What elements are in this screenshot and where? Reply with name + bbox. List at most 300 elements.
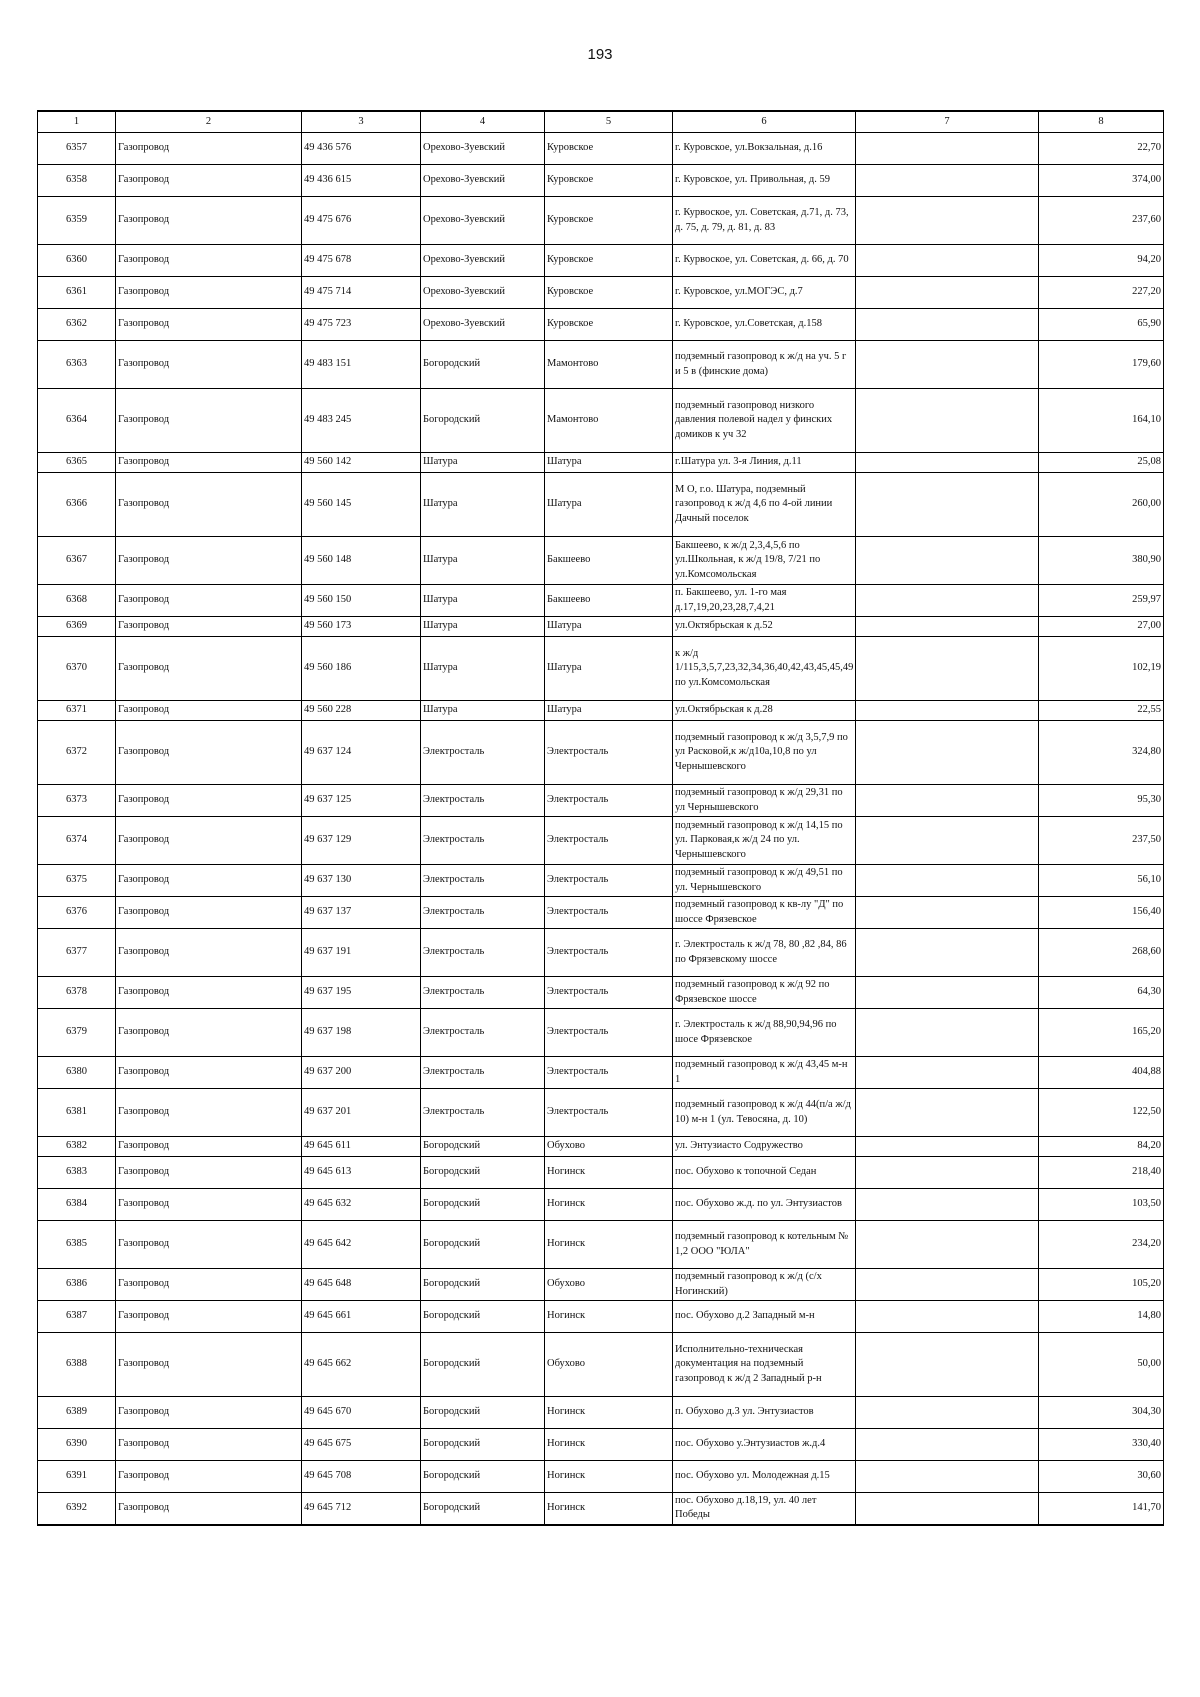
cell-number: 6375 bbox=[38, 865, 116, 897]
cell-number: 6361 bbox=[38, 277, 116, 309]
cell-code: 49 637 124 bbox=[302, 721, 421, 785]
cell-address: подземный газопровод низкого давления полевой надел у финских домиков к уч 32 bbox=[673, 389, 856, 453]
cell-district: Орехово-Зуевский bbox=[421, 245, 545, 277]
table-row bbox=[38, 453, 1164, 473]
cell-column-7 bbox=[856, 309, 1039, 341]
cell-object-name: Газопровод bbox=[116, 977, 302, 1009]
cell-district: Богородский bbox=[421, 389, 545, 453]
cell-number: 6359 bbox=[38, 197, 116, 245]
page-number: 193 bbox=[587, 46, 613, 63]
cell-code: 49 483 151 bbox=[302, 341, 421, 389]
cell-code: 49 645 708 bbox=[302, 1461, 421, 1493]
cell-locality: Шатура bbox=[545, 473, 673, 537]
cell-district: Электросталь bbox=[421, 785, 545, 817]
table-row bbox=[38, 897, 1164, 929]
cell-locality: Мамонтово bbox=[545, 341, 673, 389]
column-header-7: 7 bbox=[856, 111, 1039, 133]
cell-number: 6378 bbox=[38, 977, 116, 1009]
cell-value: 64,30 bbox=[1039, 977, 1164, 1009]
cell-district: Электросталь bbox=[421, 865, 545, 897]
cell-locality: Куровское bbox=[545, 165, 673, 197]
cell-address: подземный газопровод к ж/д 49,51 по ул. Чернышевского bbox=[673, 865, 856, 897]
cell-object-name: Газопровод bbox=[116, 1301, 302, 1333]
cell-address: п. Обухово д.3 ул. Энтузиастов bbox=[673, 1397, 856, 1429]
cell-address: подземный газопровод к котельным № 1,2 ООО "ЮЛА" bbox=[673, 1221, 856, 1269]
cell-value: 105,20 bbox=[1039, 1269, 1164, 1301]
cell-code: 49 436 576 bbox=[302, 133, 421, 165]
cell-column-7 bbox=[856, 1057, 1039, 1089]
cell-object-name: Газопровод bbox=[116, 453, 302, 473]
cell-value: 234,20 bbox=[1039, 1221, 1164, 1269]
cell-value: 227,20 bbox=[1039, 277, 1164, 309]
cell-locality: Ногинск bbox=[545, 1397, 673, 1429]
cell-object-name: Газопровод bbox=[116, 165, 302, 197]
cell-code: 49 637 125 bbox=[302, 785, 421, 817]
cell-number: 6386 bbox=[38, 1269, 116, 1301]
cell-number: 6357 bbox=[38, 133, 116, 165]
cell-code: 49 645 611 bbox=[302, 1137, 421, 1157]
cell-number: 6367 bbox=[38, 537, 116, 585]
cell-column-7 bbox=[856, 1221, 1039, 1269]
cell-column-7 bbox=[856, 721, 1039, 785]
cell-district: Шатура bbox=[421, 701, 545, 721]
cell-number: 6384 bbox=[38, 1189, 116, 1221]
cell-value: 259,97 bbox=[1039, 585, 1164, 617]
table-row bbox=[38, 1301, 1164, 1333]
cell-column-7 bbox=[856, 1397, 1039, 1429]
cell-value: 22,55 bbox=[1039, 701, 1164, 721]
cell-number: 6373 bbox=[38, 785, 116, 817]
cell-code: 49 637 200 bbox=[302, 1057, 421, 1089]
cell-code: 49 560 186 bbox=[302, 637, 421, 701]
table-row bbox=[38, 585, 1164, 617]
cell-code: 49 645 661 bbox=[302, 1301, 421, 1333]
cell-district: Электросталь bbox=[421, 721, 545, 785]
cell-code: 49 637 201 bbox=[302, 1089, 421, 1137]
cell-address: ул. Энтузиасто Содружество bbox=[673, 1137, 856, 1157]
cell-value: 330,40 bbox=[1039, 1429, 1164, 1461]
cell-value: 304,30 bbox=[1039, 1397, 1164, 1429]
cell-locality: Бакшеево bbox=[545, 537, 673, 585]
cell-value: 237,60 bbox=[1039, 197, 1164, 245]
cell-locality: Электросталь bbox=[545, 817, 673, 865]
cell-number: 6391 bbox=[38, 1461, 116, 1493]
cell-address: г. Куровское, ул.Советская, д.158 bbox=[673, 309, 856, 341]
cell-district: Богородский bbox=[421, 1189, 545, 1221]
cell-address: пос. Обухово д.18,19, ул. 40 лет Победы bbox=[673, 1493, 856, 1525]
table-row bbox=[38, 309, 1164, 341]
cell-column-7 bbox=[856, 165, 1039, 197]
table-row bbox=[38, 785, 1164, 817]
cell-value: 50,00 bbox=[1039, 1333, 1164, 1397]
cell-district: Богородский bbox=[421, 1493, 545, 1525]
cell-district: Шатура bbox=[421, 537, 545, 585]
cell-address: подземный газопровод к ж/д 43,45 м-н 1 bbox=[673, 1057, 856, 1089]
cell-value: 374,00 bbox=[1039, 165, 1164, 197]
cell-locality: Мамонтово bbox=[545, 389, 673, 453]
cell-district: Электросталь bbox=[421, 897, 545, 929]
cell-code: 49 483 245 bbox=[302, 389, 421, 453]
cell-code: 49 645 642 bbox=[302, 1221, 421, 1269]
table-row bbox=[38, 245, 1164, 277]
cell-column-7 bbox=[856, 701, 1039, 721]
cell-address: г. Курвоское, ул. Советская, д. 66, д. 70 bbox=[673, 245, 856, 277]
cell-code: 49 560 228 bbox=[302, 701, 421, 721]
cell-address: пос. Обухово к топочной Седан bbox=[673, 1157, 856, 1189]
cell-column-7 bbox=[856, 1429, 1039, 1461]
cell-column-7 bbox=[856, 637, 1039, 701]
cell-column-7 bbox=[856, 785, 1039, 817]
cell-address: пос. Обухово ж.д. по ул. Энтузиастов bbox=[673, 1189, 856, 1221]
cell-locality: Обухово bbox=[545, 1269, 673, 1301]
cell-value: 56,10 bbox=[1039, 865, 1164, 897]
table-row bbox=[38, 1137, 1164, 1157]
cell-column-7 bbox=[856, 197, 1039, 245]
cell-code: 49 637 191 bbox=[302, 929, 421, 977]
cell-district: Богородский bbox=[421, 1137, 545, 1157]
cell-locality: Шатура bbox=[545, 701, 673, 721]
cell-value: 103,50 bbox=[1039, 1189, 1164, 1221]
cell-value: 156,40 bbox=[1039, 897, 1164, 929]
cell-locality: Шатура bbox=[545, 453, 673, 473]
table-row bbox=[38, 165, 1164, 197]
cell-column-7 bbox=[856, 1301, 1039, 1333]
cell-locality: Ногинск bbox=[545, 1221, 673, 1269]
cell-locality: Обухово bbox=[545, 1137, 673, 1157]
cell-locality: Шатура bbox=[545, 637, 673, 701]
table-row bbox=[38, 1157, 1164, 1189]
cell-value: 141,70 bbox=[1039, 1493, 1164, 1525]
cell-address: Бакшеево, к ж/д 2,3,4,5,6 по ул.Школьная, к ж/д 19/8, 7/21 по ул.Комсомольская bbox=[673, 537, 856, 585]
cell-district: Богородский bbox=[421, 1157, 545, 1189]
cell-locality: Электросталь bbox=[545, 929, 673, 977]
cell-code: 49 637 130 bbox=[302, 865, 421, 897]
cell-number: 6364 bbox=[38, 389, 116, 453]
cell-value: 324,80 bbox=[1039, 721, 1164, 785]
cell-column-7 bbox=[856, 817, 1039, 865]
cell-value: 380,90 bbox=[1039, 537, 1164, 585]
cell-column-7 bbox=[856, 1333, 1039, 1397]
cell-object-name: Газопровод bbox=[116, 721, 302, 785]
cell-code: 49 475 678 bbox=[302, 245, 421, 277]
cell-locality: Электросталь bbox=[545, 1089, 673, 1137]
cell-object-name: Газопровод bbox=[116, 1221, 302, 1269]
cell-number: 6371 bbox=[38, 701, 116, 721]
cell-address: подземный газопровод к ж/д 92 по Фрязевское шоссе bbox=[673, 977, 856, 1009]
cell-locality: Куровское bbox=[545, 245, 673, 277]
cell-address: Исполнительно-техническая документация на подземный газопровод к ж/д 2 Западный р-н bbox=[673, 1333, 856, 1397]
table-row bbox=[38, 1429, 1164, 1461]
cell-locality: Ногинск bbox=[545, 1301, 673, 1333]
cell-district: Богородский bbox=[421, 1269, 545, 1301]
cell-number: 6369 bbox=[38, 617, 116, 637]
cell-object-name: Газопровод bbox=[116, 865, 302, 897]
cell-address: г. Электросталь к ж/д 88,90,94,96 по шосе Фрязевское bbox=[673, 1009, 856, 1057]
cell-column-7 bbox=[856, 341, 1039, 389]
cell-value: 22,70 bbox=[1039, 133, 1164, 165]
cell-value: 84,20 bbox=[1039, 1137, 1164, 1157]
table-row bbox=[38, 817, 1164, 865]
cell-locality: Ногинск bbox=[545, 1189, 673, 1221]
cell-column-7 bbox=[856, 277, 1039, 309]
cell-code: 49 560 150 bbox=[302, 585, 421, 617]
cell-number: 6374 bbox=[38, 817, 116, 865]
cell-object-name: Газопровод bbox=[116, 389, 302, 453]
cell-code: 49 645 662 bbox=[302, 1333, 421, 1397]
cell-column-7 bbox=[856, 929, 1039, 977]
cell-address: г. Куровское, ул.Вокзальная, д.16 bbox=[673, 133, 856, 165]
cell-district: Богородский bbox=[421, 341, 545, 389]
cell-column-7 bbox=[856, 897, 1039, 929]
cell-locality: Электросталь bbox=[545, 1009, 673, 1057]
cell-number: 6366 bbox=[38, 473, 116, 537]
cell-locality: Ногинск bbox=[545, 1493, 673, 1525]
cell-locality: Ногинск bbox=[545, 1461, 673, 1493]
table-row bbox=[38, 389, 1164, 453]
cell-object-name: Газопровод bbox=[116, 785, 302, 817]
cell-column-7 bbox=[856, 585, 1039, 617]
cell-code: 49 645 712 bbox=[302, 1493, 421, 1525]
cell-object-name: Газопровод bbox=[116, 537, 302, 585]
cell-column-7 bbox=[856, 1157, 1039, 1189]
cell-number: 6389 bbox=[38, 1397, 116, 1429]
cell-locality: Куровское bbox=[545, 197, 673, 245]
cell-number: 6376 bbox=[38, 897, 116, 929]
cell-object-name: Газопровод bbox=[116, 637, 302, 701]
cell-code: 49 645 648 bbox=[302, 1269, 421, 1301]
table-row bbox=[38, 537, 1164, 585]
cell-locality: Электросталь bbox=[545, 721, 673, 785]
cell-district: Электросталь bbox=[421, 1057, 545, 1089]
cell-district: Шатура bbox=[421, 453, 545, 473]
cell-locality: Куровское bbox=[545, 309, 673, 341]
cell-locality: Куровское bbox=[545, 133, 673, 165]
cell-object-name: Газопровод bbox=[116, 1493, 302, 1525]
cell-number: 6362 bbox=[38, 309, 116, 341]
cell-number: 6370 bbox=[38, 637, 116, 701]
cell-number: 6388 bbox=[38, 1333, 116, 1397]
cell-column-7 bbox=[856, 1493, 1039, 1525]
cell-locality: Электросталь bbox=[545, 865, 673, 897]
table-row bbox=[38, 929, 1164, 977]
cell-code: 49 560 148 bbox=[302, 537, 421, 585]
cell-value: 95,30 bbox=[1039, 785, 1164, 817]
cell-object-name: Газопровод bbox=[116, 1333, 302, 1397]
cell-code: 49 637 198 bbox=[302, 1009, 421, 1057]
cell-value: 27,00 bbox=[1039, 617, 1164, 637]
cell-locality: Куровское bbox=[545, 277, 673, 309]
cell-object-name: Газопровод bbox=[116, 1157, 302, 1189]
cell-address: М О, г.о. Шатура, подземный газопровод к ж/д 4,6 по 4-ой линии Дачный поселок bbox=[673, 473, 856, 537]
cell-locality: Ногинск bbox=[545, 1429, 673, 1461]
cell-code: 49 645 675 bbox=[302, 1429, 421, 1461]
table-header-row bbox=[38, 111, 1164, 133]
cell-code: 49 475 714 bbox=[302, 277, 421, 309]
cell-object-name: Газопровод bbox=[116, 197, 302, 245]
cell-address: пос. Обухово у.Энтузиастов ж.д.4 bbox=[673, 1429, 856, 1461]
table-row bbox=[38, 1397, 1164, 1429]
cell-locality: Обухово bbox=[545, 1333, 673, 1397]
cell-object-name: Газопровод bbox=[116, 1461, 302, 1493]
cell-number: 6390 bbox=[38, 1429, 116, 1461]
cell-district: Орехово-Зуевский bbox=[421, 133, 545, 165]
cell-object-name: Газопровод bbox=[116, 1269, 302, 1301]
cell-district: Электросталь bbox=[421, 929, 545, 977]
cell-code: 49 560 142 bbox=[302, 453, 421, 473]
cell-number: 6363 bbox=[38, 341, 116, 389]
cell-address: подземный газопровод к ж/д 29,31 по ул Чернышевского bbox=[673, 785, 856, 817]
cell-code: 49 645 613 bbox=[302, 1157, 421, 1189]
cell-code: 49 560 145 bbox=[302, 473, 421, 537]
cell-district: Орехово-Зуевский bbox=[421, 165, 545, 197]
cell-locality: Электросталь bbox=[545, 897, 673, 929]
cell-district: Шатура bbox=[421, 585, 545, 617]
cell-value: 218,40 bbox=[1039, 1157, 1164, 1189]
cell-locality: Электросталь bbox=[545, 1057, 673, 1089]
table-row bbox=[38, 721, 1164, 785]
cell-number: 6365 bbox=[38, 453, 116, 473]
cell-district: Орехово-Зуевский bbox=[421, 197, 545, 245]
cell-number: 6385 bbox=[38, 1221, 116, 1269]
cell-locality: Шатура bbox=[545, 617, 673, 637]
cell-address: пос. Обухово ул. Молодежная д.15 bbox=[673, 1461, 856, 1493]
cell-object-name: Газопровод bbox=[116, 701, 302, 721]
cell-column-7 bbox=[856, 1461, 1039, 1493]
table-row bbox=[38, 1333, 1164, 1397]
cell-column-7 bbox=[856, 1009, 1039, 1057]
table-row bbox=[38, 133, 1164, 165]
cell-value: 102,19 bbox=[1039, 637, 1164, 701]
cell-column-7 bbox=[856, 133, 1039, 165]
table-row bbox=[38, 865, 1164, 897]
cell-address: подземный газопровод к ж/д 14,15 по ул. Парковая,к ж/д 24 по ул. Чернышевского bbox=[673, 817, 856, 865]
cell-address: к ж/д 1/115,3,5,7,23,32,34,36,40,42,43,45,45,49 по ул.Комсомольская bbox=[673, 637, 856, 701]
cell-code: 49 475 676 bbox=[302, 197, 421, 245]
cell-district: Шатура bbox=[421, 617, 545, 637]
table-row bbox=[38, 197, 1164, 245]
cell-column-7 bbox=[856, 389, 1039, 453]
cell-value: 268,60 bbox=[1039, 929, 1164, 977]
column-header-4: 4 bbox=[421, 111, 545, 133]
cell-object-name: Газопровод bbox=[116, 817, 302, 865]
cell-value: 14,80 bbox=[1039, 1301, 1164, 1333]
table-row bbox=[38, 277, 1164, 309]
cell-address: г. Курвоское, ул. Советская, д.71, д. 73, д. 75, д. 79, д. 81, д. 83 bbox=[673, 197, 856, 245]
cell-column-7 bbox=[856, 473, 1039, 537]
cell-district: Шатура bbox=[421, 637, 545, 701]
cell-address: подземный газопровод к ж/д на уч. 5 г и 5 в (финские дома) bbox=[673, 341, 856, 389]
cell-code: 49 475 723 bbox=[302, 309, 421, 341]
cell-value: 179,60 bbox=[1039, 341, 1164, 389]
cell-address: подземный газопровод к ж/д 3,5,7,9 по ул Расковой,к ж/д10а,10,8 по ул Чернышевского bbox=[673, 721, 856, 785]
cell-code: 49 645 670 bbox=[302, 1397, 421, 1429]
cell-column-7 bbox=[856, 865, 1039, 897]
cell-object-name: Газопровод bbox=[116, 1137, 302, 1157]
cell-column-7 bbox=[856, 453, 1039, 473]
table-row bbox=[38, 1189, 1164, 1221]
cell-address: ул.Октябрьская к д.52 bbox=[673, 617, 856, 637]
column-header-3: 3 bbox=[302, 111, 421, 133]
table-row bbox=[38, 977, 1164, 1009]
table-row bbox=[38, 1269, 1164, 1301]
cell-address: подземный газопровод к кв-лу "Д" по шоссе Фрязевское bbox=[673, 897, 856, 929]
cell-value: 25,08 bbox=[1039, 453, 1164, 473]
cell-locality: Бакшеево bbox=[545, 585, 673, 617]
table-body bbox=[38, 133, 1164, 1525]
cell-address: ул.Октябрьская к д.28 bbox=[673, 701, 856, 721]
cell-address: подземный газопровод к ж/д 44(п/а ж/д 10) м-н 1 (ул. Тевосяна, д. 10) bbox=[673, 1089, 856, 1137]
table-row bbox=[38, 1009, 1164, 1057]
cell-district: Богородский bbox=[421, 1429, 545, 1461]
table-row bbox=[38, 637, 1164, 701]
cell-column-7 bbox=[856, 977, 1039, 1009]
table-row bbox=[38, 1221, 1164, 1269]
cell-number: 6382 bbox=[38, 1137, 116, 1157]
cell-value: 260,00 bbox=[1039, 473, 1164, 537]
cell-address: г.Шатура ул. 3-я Линия, д.11 bbox=[673, 453, 856, 473]
table-row bbox=[38, 1493, 1164, 1525]
cell-code: 49 560 173 bbox=[302, 617, 421, 637]
cell-number: 6368 bbox=[38, 585, 116, 617]
cell-value: 404,88 bbox=[1039, 1057, 1164, 1089]
table-row bbox=[38, 473, 1164, 537]
cell-district: Богородский bbox=[421, 1221, 545, 1269]
cell-address: подземный газопровод к ж/д (с/х Ногинский) bbox=[673, 1269, 856, 1301]
cell-column-7 bbox=[856, 245, 1039, 277]
cell-value: 165,20 bbox=[1039, 1009, 1164, 1057]
cell-object-name: Газопровод bbox=[116, 473, 302, 537]
table-row bbox=[38, 701, 1164, 721]
column-header-2: 2 bbox=[116, 111, 302, 133]
cell-object-name: Газопровод bbox=[116, 1397, 302, 1429]
cell-address: пос. Обухово д.2 Западный м-н bbox=[673, 1301, 856, 1333]
cell-number: 6372 bbox=[38, 721, 116, 785]
cell-district: Электросталь bbox=[421, 817, 545, 865]
cell-locality: Ногинск bbox=[545, 1157, 673, 1189]
cell-district: Богородский bbox=[421, 1301, 545, 1333]
cell-district: Богородский bbox=[421, 1397, 545, 1429]
cell-value: 237,50 bbox=[1039, 817, 1164, 865]
cell-number: 6381 bbox=[38, 1089, 116, 1137]
cell-code: 49 637 129 bbox=[302, 817, 421, 865]
table-row bbox=[38, 617, 1164, 637]
table-row bbox=[38, 341, 1164, 389]
cell-object-name: Газопровод bbox=[116, 341, 302, 389]
cell-column-7 bbox=[856, 1189, 1039, 1221]
cell-number: 6360 bbox=[38, 245, 116, 277]
cell-column-7 bbox=[856, 617, 1039, 637]
cell-value: 30,60 bbox=[1039, 1461, 1164, 1493]
cell-locality: Электросталь bbox=[545, 785, 673, 817]
cell-address: г. Электросталь к ж/д 78, 80 ,82 ,84, 86 по Фрязевскому шоссе bbox=[673, 929, 856, 977]
cell-locality: Электросталь bbox=[545, 977, 673, 1009]
cell-code: 49 637 137 bbox=[302, 897, 421, 929]
cell-number: 6358 bbox=[38, 165, 116, 197]
cell-district: Орехово-Зуевский bbox=[421, 277, 545, 309]
registry-table bbox=[37, 110, 1164, 1526]
cell-district: Богородский bbox=[421, 1461, 545, 1493]
cell-object-name: Газопровод bbox=[116, 1009, 302, 1057]
cell-number: 6379 bbox=[38, 1009, 116, 1057]
cell-object-name: Газопровод bbox=[116, 277, 302, 309]
cell-column-7 bbox=[856, 1137, 1039, 1157]
cell-district: Орехово-Зуевский bbox=[421, 309, 545, 341]
cell-object-name: Газопровод bbox=[116, 1057, 302, 1089]
cell-value: 122,50 bbox=[1039, 1089, 1164, 1137]
table-row bbox=[38, 1057, 1164, 1089]
cell-object-name: Газопровод bbox=[116, 1089, 302, 1137]
cell-code: 49 637 195 bbox=[302, 977, 421, 1009]
